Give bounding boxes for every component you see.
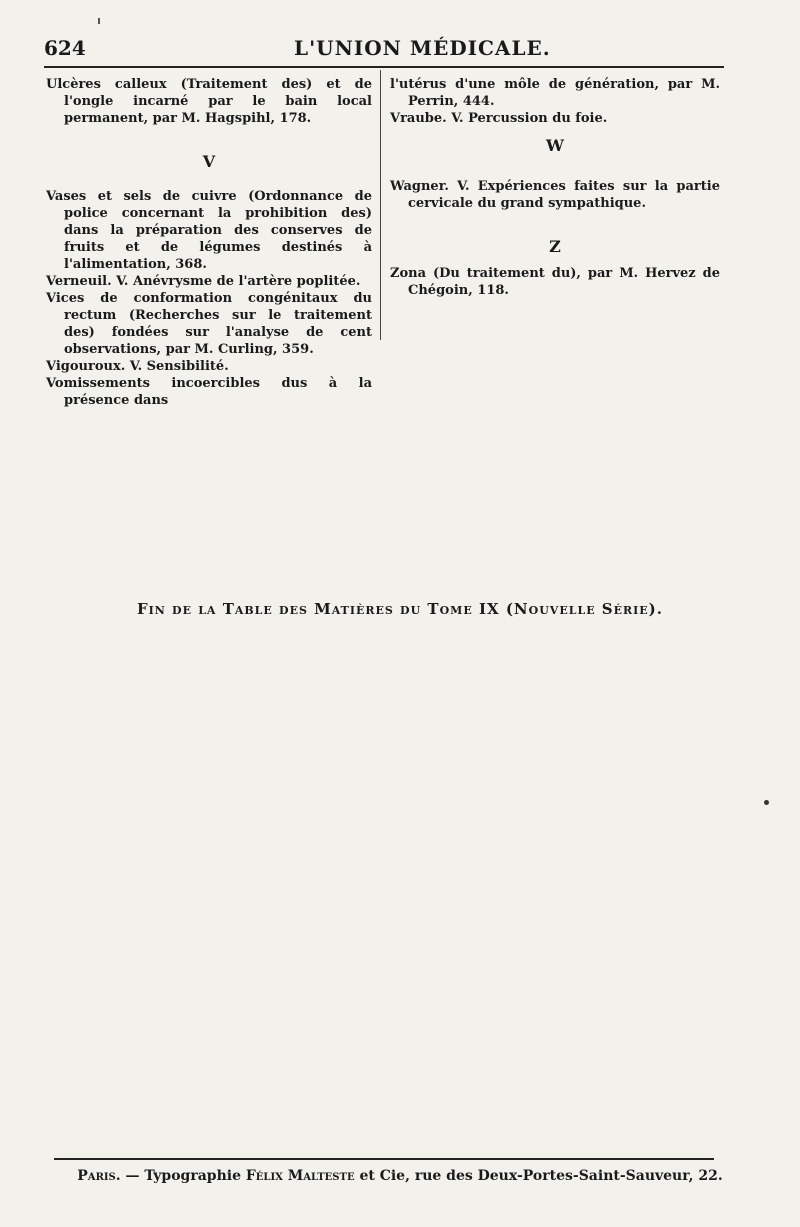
imprint-printer: Félix Malteste [245, 1168, 355, 1184]
print-mark [98, 18, 100, 24]
section-letter-w: W [546, 136, 564, 155]
header-rule [44, 66, 724, 68]
index-entry: l'utérus d'une môle de génération, par M. Perrin, 444. [390, 77, 720, 109]
section-letter-z: Z [549, 237, 561, 256]
ink-spot [764, 800, 769, 805]
index-entry: Vomissements incoercibles dus à la présence dans [46, 376, 372, 408]
index-entry: Vigouroux. V. Sensibilité. [46, 359, 229, 374]
imprint-city: Paris. [77, 1168, 121, 1184]
imprint-address: et Cie, rue des Deux-Portes-Saint-Sauveur, 22. [359, 1168, 723, 1184]
footer-rule [54, 1158, 714, 1160]
journal-title: L'UNION MÉDICALE. [294, 36, 551, 60]
imprint-dash: — [125, 1168, 140, 1184]
index-entry: Vraube. V. Percussion du foie. [390, 111, 608, 126]
column-divider [380, 70, 381, 340]
imprint-text: Typographie [144, 1168, 241, 1184]
index-entry: Ulcères calleux (Traitement des) et de l'ongle incarné par le bain local permanent, par M. Hagspihl, 178. [46, 77, 372, 126]
index-entry: Zona (Du traitement du), par M. Hervez de Chégoin, 118. [390, 266, 720, 298]
left-column [46, 76, 372, 409]
right-column [390, 76, 720, 299]
page-number: 624 [44, 36, 86, 60]
index-entry: Vices de conformation congénitaux du rectum (Recherches sur le traitement des) fondées sur l'analyse de cent observations, par M. Curling, 359. [46, 291, 372, 357]
end-of-table-notice: Fin de la Table des Matières du Tome IX (Nouvelle Série). [136, 600, 664, 618]
page-header [44, 28, 730, 58]
index-entry: Verneuil. V. Anévrysme de l'artère poplitée. [46, 274, 361, 289]
section-letter-v: V [202, 152, 216, 171]
index-entry: Wagner. V. Expériences faites sur la partie cervicale du grand sympathique. [390, 179, 720, 211]
index-entry: Vases et sels de cuivre (Ordonnance de police concernant la prohibition des) dans la préparation des conserves de fruits et de légumes destinés à l'alimentation, 368. [46, 189, 372, 272]
printer-imprint [0, 1168, 800, 1184]
